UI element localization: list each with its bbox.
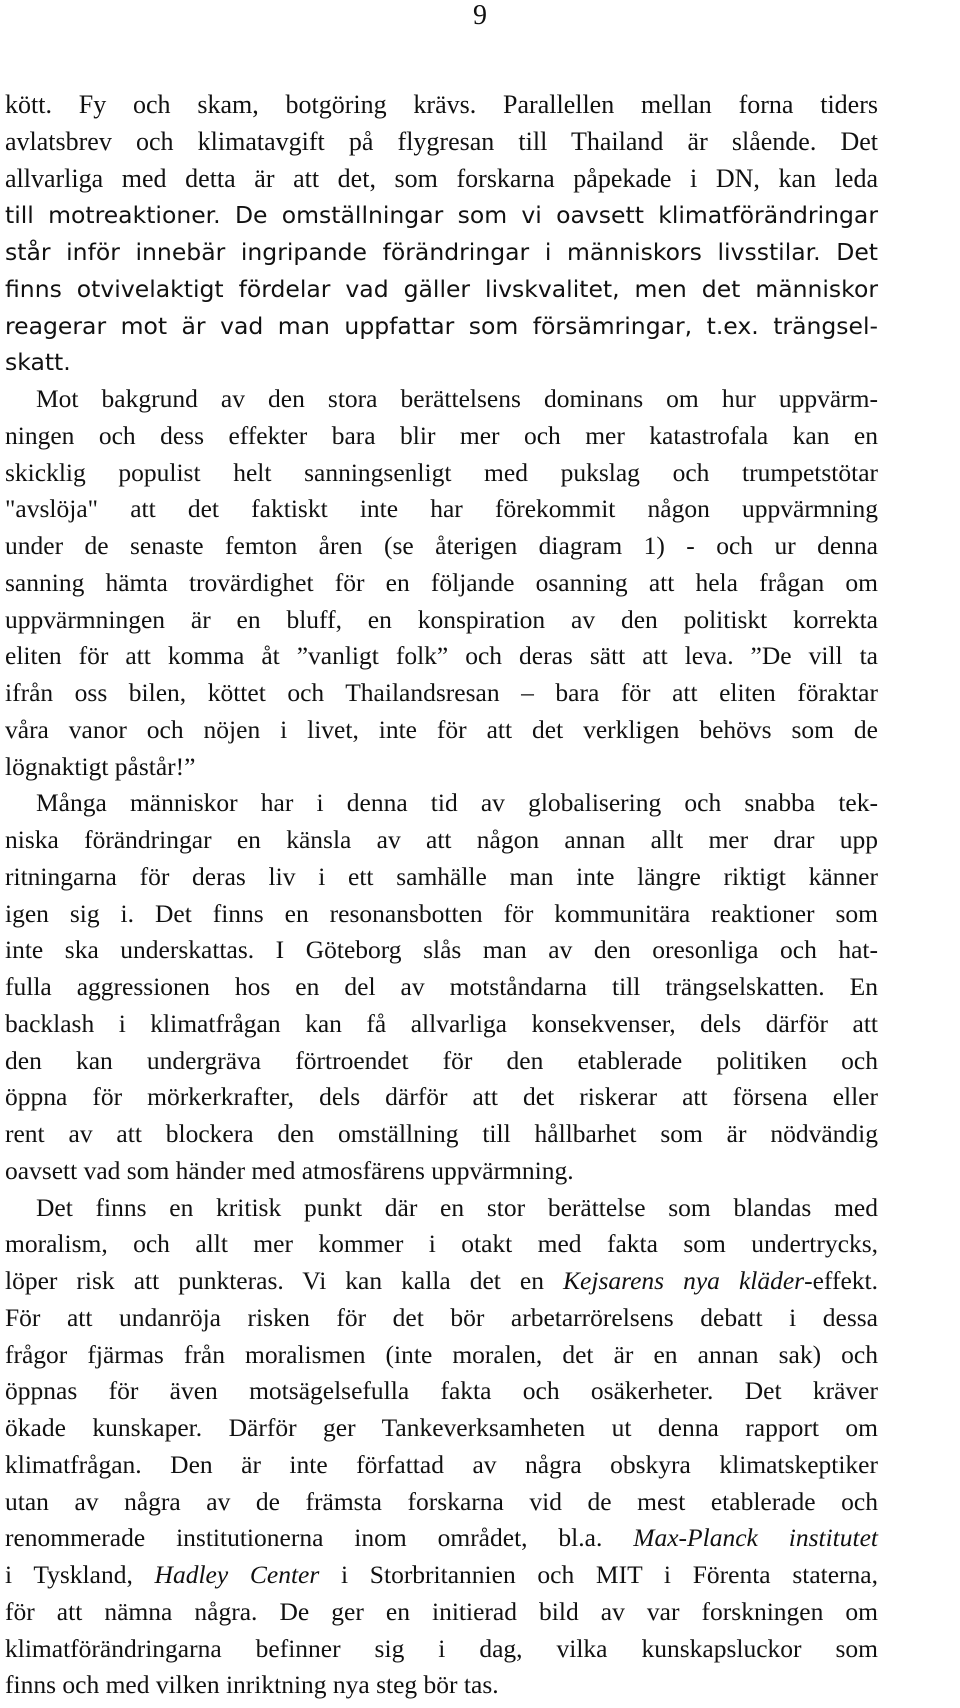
text-line: oavsett vad som händer med atmosfärens uppvärmning.: [5, 1155, 574, 1185]
text-line: [5, 1263, 878, 1300]
page-number: 9: [473, 0, 487, 31]
text-line: backlash i klimatfrågan kan få allvarliga konsekvenser, dels därför att: [5, 1008, 878, 1038]
text-line: frågor fjärmas från moralismen (inte moralen, det är en annan sak) och: [5, 1339, 878, 1369]
text-line: utan av några av de främsta forskarna vid de mest etablerade och: [5, 1486, 878, 1516]
text-line: moralism, och allt mer kommer i otakt med fakta som undertrycks,: [5, 1229, 878, 1259]
text-line: avlatsbrev och klimatavgift på flygresan till Thailand är slående. Det: [5, 126, 878, 156]
text-line: under de senaste femton åren (se återigen diagram 1) - och ur denna: [5, 531, 878, 560]
text-line: klimatfrågan. Den är inte författad av några obskyra klimatskeptiker: [5, 1449, 878, 1479]
text-line: klimatförändringarna befinner sig i dag, vilka kunskapsluckor som: [5, 1633, 878, 1663]
text-line: skatt.: [5, 348, 71, 377]
text-line: inte ska underskattas. I Göteborg slås man av den oresonliga och hat-: [5, 935, 878, 965]
italic-title: Hadley Center: [154, 1560, 320, 1589]
text-line: Mot bakgrund av den stora berättelsens dominans om hur uppvärm-: [36, 384, 878, 413]
text-line: uppvärmningen är en bluff, en konspiration av den politiskt korrekta: [5, 604, 878, 634]
text-segment: -effekt.: [804, 1266, 878, 1295]
text-line: rent av att blockera den omställning till hållbarhet som är nödvändig: [5, 1119, 878, 1148]
text-line: skicklig populist helt sanningsenligt med pukslag och trumpetstötar: [5, 457, 878, 487]
text-segment: löper risk att punkteras. Vi kan kalla det en: [5, 1266, 564, 1295]
text-segment: renommerade institutionerna inom området, bl.a.: [5, 1523, 634, 1553]
text-line: lögnaktigt påstår!”: [5, 751, 196, 781]
text-line: öppna för mörkerkrafter, dels därför att det riskerar att försena eller: [5, 1082, 878, 1112]
text-line: till motreaktioner. De omställningar som vi oavsett klimatförändringar: [5, 201, 878, 230]
text-line: niska förändringar en känsla av att någon annan allt mer drar upp: [5, 825, 878, 854]
text-line: ökade kunskaper. Därför ger Tankeverksamheten ut denna rapport om: [5, 1413, 878, 1442]
text-line: ritningarna för deras liv i ett samhälle man inte längre riktigt känner: [5, 861, 878, 891]
text-line: fulla aggressionen hos en del av motståndarna till trängselskatten. En: [5, 972, 878, 1001]
text-line: finns otvivelaktigt fördelar vad gäller livskvalitet, men det människor: [5, 274, 878, 303]
text-line: [5, 1557, 878, 1594]
text-segment: i Tyskland,: [5, 1560, 155, 1589]
text-segment: i Storbritannien och MIT i Förenta staterna,: [319, 1560, 878, 1589]
text-line: öppnas för även motsägelsefulla fakta och osäkerheter. Det kräver: [5, 1376, 878, 1406]
italic-title: Max-Planck institutet: [633, 1523, 878, 1553]
text-line: sanning hämta trovärdighet för en följande osanning att hela frågan om: [5, 567, 878, 597]
text-line: ifrån oss bilen, köttet och Thailandsresan – bara för att eliten föraktar: [5, 678, 878, 707]
text-line: För att undanröja risken för det bör arbetarrörelsens debatt i dessa: [5, 1302, 878, 1332]
text-line: Många människor har i denna tid av globalisering och snabba tek-: [36, 788, 878, 818]
text-line: den kan undergräva förtroendet för den etablerade politiken och: [5, 1045, 878, 1075]
text-line: ningen och dess effekter bara blir mer och mer katastrofala kan en: [5, 420, 878, 450]
text-line: Det finns en kritisk punkt där en stor berättelse som blandas med: [36, 1192, 878, 1222]
text-line: "avslöja" att det faktiskt inte har förekommit någon uppvärmning: [5, 494, 878, 524]
text-line: igen sig i. Det finns en resonansbotten för kommunitära reaktioner som: [5, 898, 878, 928]
text-line: står inför innebär ingripande förändringar i människors livsstilar. Det: [5, 238, 878, 266]
text-line: för att nämna några. De ger en initierad bild av var forskningen om: [5, 1596, 878, 1626]
text-line: reagerar mot är vad man uppfattar som försämringar, t.ex. trängsel-: [5, 311, 878, 340]
text-line: finns och med vilken inriktning nya steg bör tas.: [5, 1670, 499, 1700]
text-line: eliten för att komma åt ”vanligt folk” och deras sätt att leva. ”De vill ta: [5, 641, 878, 671]
text-line: [5, 1520, 878, 1557]
text-line: våra vanor och nöjen i livet, inte för att det verkligen behövs som de: [5, 714, 878, 744]
body-text: [5, 87, 878, 1704]
italic-title: Kejsarens nya kläder: [563, 1266, 805, 1295]
text-line: allvarliga med detta är att det, som forskarna påpekade i DN, kan leda: [5, 163, 878, 193]
text-line: kött. Fy och skam, botgöring krävs. Parallellen mellan forna tiders: [5, 90, 878, 119]
